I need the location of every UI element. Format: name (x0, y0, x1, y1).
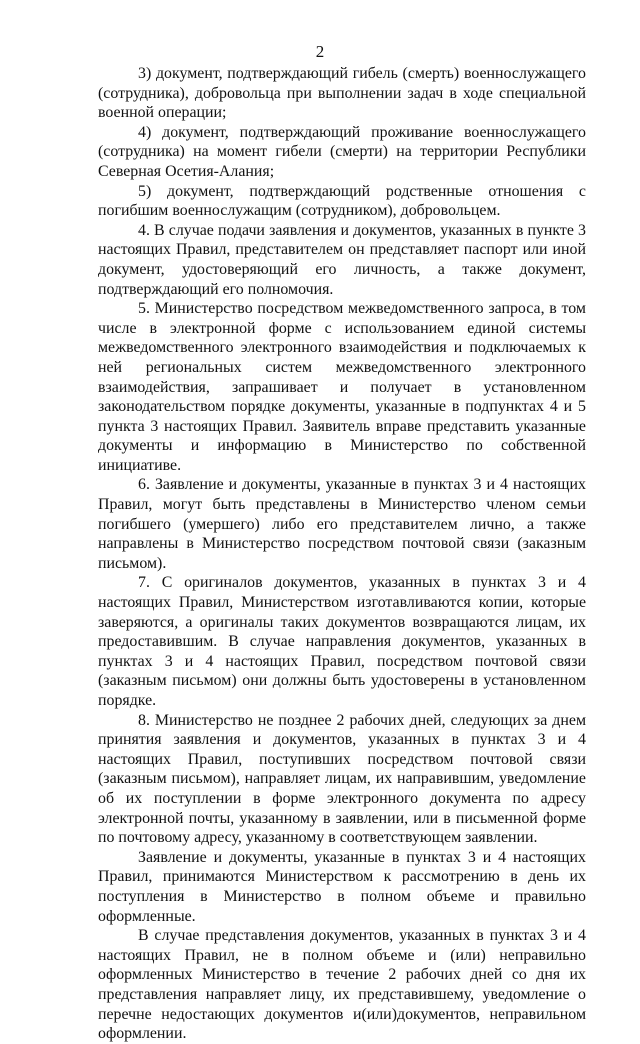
paragraph-clause-7: 7. С оригиналов документов, указанных в пунктах 3 и 4 настоящих Правил, Министерством изготавливаются копии, которые заверяются, а оригиналы таких документов возвращаются лицам, их предоставившим. В случае направления документов, указанных в пунктах 3 и 4 настоящих Правил, посредством почтовой связи (заказным письмом) они должны быть удостоверены в установленном порядке. (98, 574, 586, 709)
paragraph-clause-5: 5. Министерство посредством межведомственного запроса, в том числе в электронной форме с использованием единой системы межведомственного электронного взаимодействия и подключаемых к ней региональных систем межведомственного электронного взаимодействия, запрашивает и получает в установленном законодательством порядке документы, указанные в подпунктах 4 и 5 пункта 3 настоящих Правил. Заявитель вправе представить указанные документы и информацию в Министерство по собственной инициативе. (98, 300, 586, 474)
paragraph-item-3: 3) документ, подтверждающий гибель (смерть) военнослужащего (сотрудника), добровольца при выполнении задач в ходе специальной военной операции; (98, 65, 586, 122)
paragraph-clause-8: 8. Министерство не позднее 2 рабочих дней, следующих за днем принятия заявления и документов, указанных в пунктах 3 и 4 настоящих Правил, поступивших посредством почтовой связи (заказным письмом), направляет лицам, их направившим, уведомление об их поступлении в форме электронного документа по адресу электронной почты, указанному в заявлении, или в письменной форме по почтовому адресу, указанному в соответствующем заявлении. (98, 711, 586, 847)
paragraph-clause-8-acceptance: Заявление и документы, указанные в пунктах 3 и 4 настоящих Правил, принимаются Министерством к рассмотрению в день их поступления в Министерство в полном объеме и правильно оформленные. (98, 848, 586, 925)
paragraph-item-5: 5) документ, подтверждающий родственные отношения с погибшим военнослужащим (сотрудником), добровольцем. (98, 182, 586, 220)
paragraph-clause-4: 4. В случае подачи заявления и документов, указанных в пункте 3 настоящих Правил, представителем он представляет паспорт или иной документ, удостоверяющий его личность, а также документ, подтверждающий его полномочия. (98, 221, 586, 298)
document-body (98, 64, 586, 1044)
paragraph-clause-8-incomplete: В случае представления документов, указанных в пунктах 3 и 4 настоящих Правил, не в полном объеме и (или) неправильно оформленных Министерство в течение 2 рабочих дней со дня их представления направляет лицу, их представившему, уведомление о перечне недостающих документов и(или)документов, неправильном оформлении. (98, 927, 586, 1043)
paragraph-item-4: 4) документ, подтверждающий проживание военнослужащего (сотрудника) на момент гибели (смерти) на территории Республики Северная Осетия-Алания; (98, 123, 586, 180)
paragraph-clause-6: 6. Заявление и документы, указанные в пунктах 3 и 4 настоящих Правил, могут быть представлены в Министерство членом семьи погибшего (умершего) либо его представителем лично, а также направлены в Министерство посредством почтовой связи (заказным письмом). (98, 476, 586, 572)
page-number: 2 (315, 42, 325, 61)
